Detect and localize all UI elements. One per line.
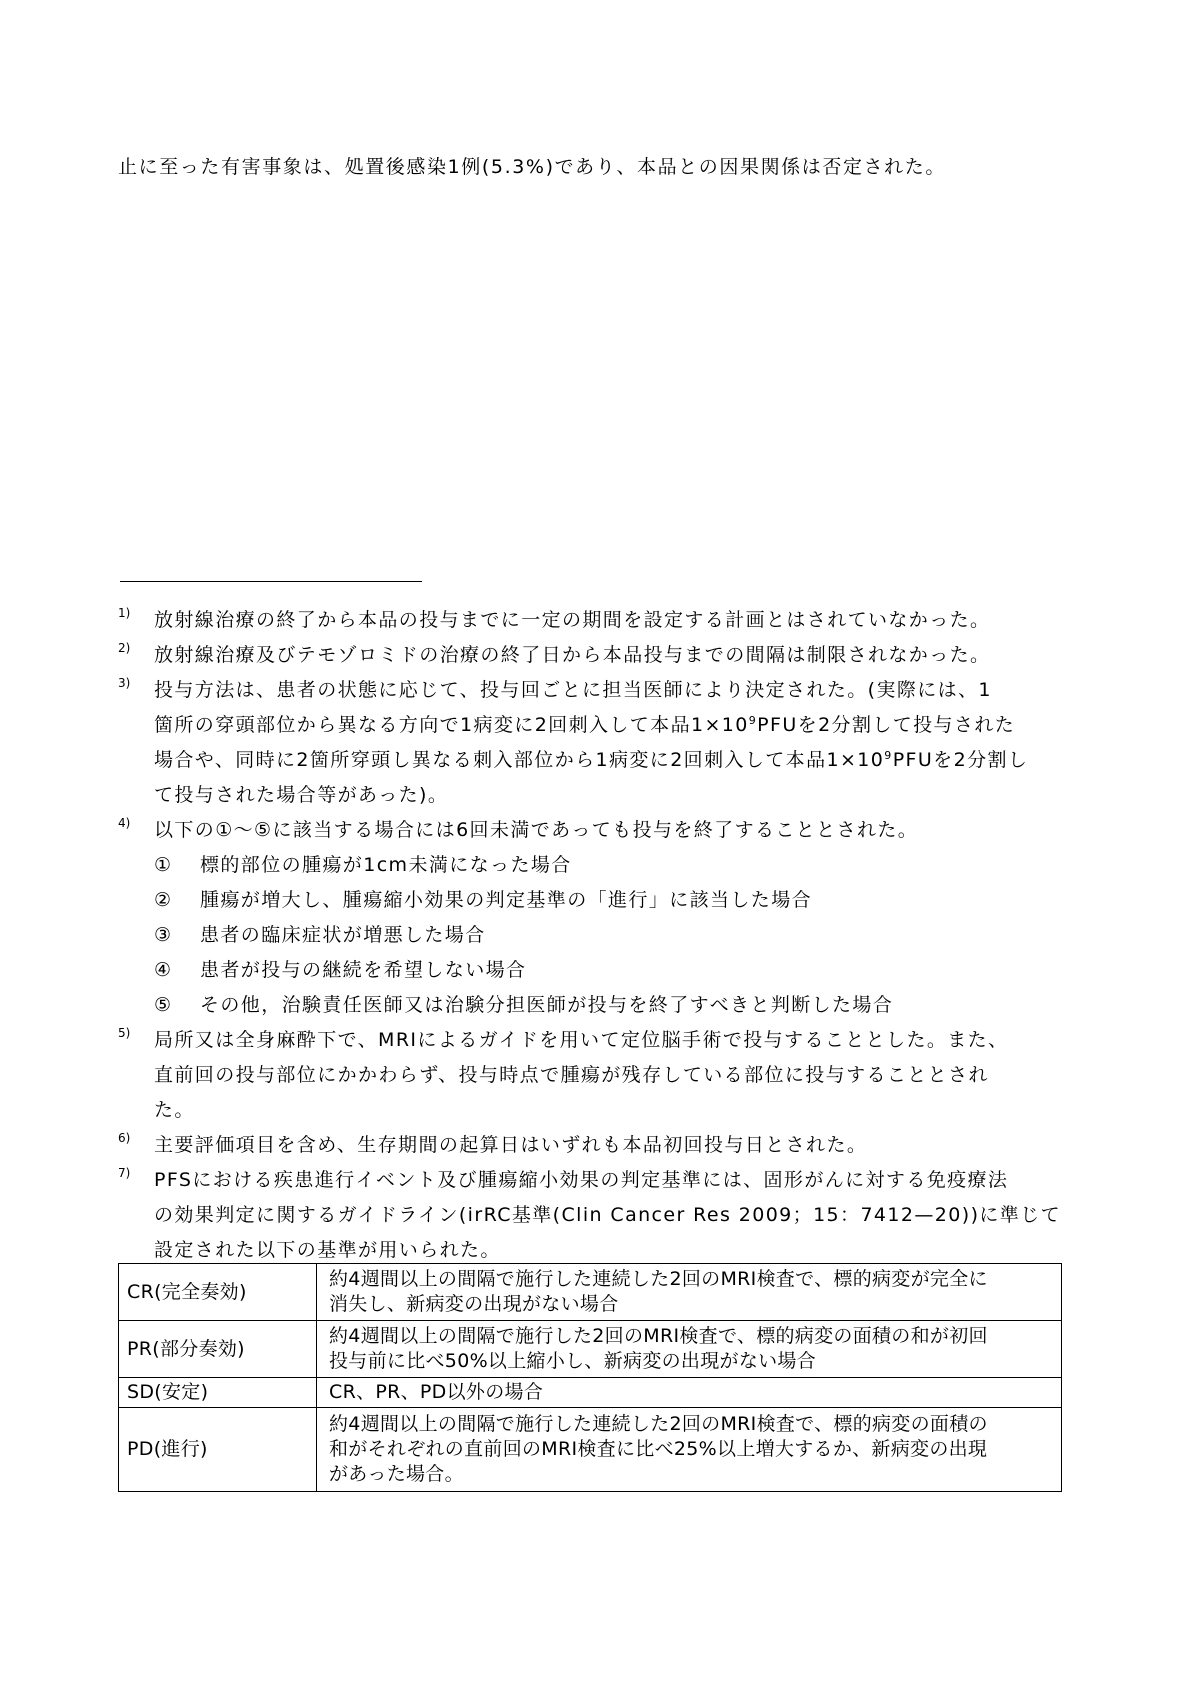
item-text: その他，治験責任医師又は治験分担医師が投与を終了すべきと判断した場合 <box>200 994 894 1016</box>
footnote-mark-7: 7) <box>118 1166 131 1180</box>
footnote-4-text: 以下の①～⑤に該当する場合には6回未満であっても投与を終了することとされた。 <box>154 819 919 841</box>
footnote-4-item-3 <box>154 923 486 947</box>
description-line: 約4週間以上の間隔で施行した2回のMRI検査で、標的病変の面積の和が初回 <box>329 1325 988 1347</box>
criteria-label: PD(進行) <box>119 1408 317 1492</box>
table-row <box>119 1264 1062 1321</box>
exponent: 9 <box>748 714 758 727</box>
item-number: ③ <box>154 924 173 946</box>
footnote-3-line-2 <box>154 713 1015 737</box>
footnote-3-line-2-suffix: PFUを2分割して投与された <box>757 714 1016 736</box>
footnote-separator <box>120 581 422 582</box>
footnote-3-line-3-suffix: PFUを2分割し <box>892 749 1029 771</box>
description-line: 約4週間以上の間隔で施行した連続した2回のMRI検査で、標的病変の面積の <box>329 1413 988 1435</box>
description-line: 投与前に比べ50%以上縮小し、新病変の出現がない場合 <box>329 1350 817 1372</box>
footnote-1-text: 放射線治療の終了から本品の投与までに一定の期間を設定する計画とはされていなかった。 <box>154 609 991 631</box>
footnote-3-line-3 <box>154 748 1028 772</box>
footnote-7-line-2: の効果判定に関するガイドライン(irRC基準(Clin Cancer Res 2009；15：7412—20))に準じて <box>154 1204 1062 1226</box>
table-row <box>119 1321 1062 1378</box>
item-text: 患者の臨床症状が増悪した場合 <box>200 924 486 946</box>
footnote-4-item-1 <box>154 853 572 877</box>
footnote-mark-3: 3) <box>118 676 131 690</box>
criteria-label: CR(完全奏効) <box>119 1264 317 1321</box>
criteria-description <box>317 1264 1062 1321</box>
item-text: 患者が投与の継続を希望しない場合 <box>200 959 527 981</box>
description-line: CR、PR、PD以外の場合 <box>329 1381 544 1403</box>
footnote-mark-5: 5) <box>118 1026 131 1040</box>
description-line: 消失し、新病変の出現がない場合 <box>329 1293 619 1315</box>
footnote-7-line-3: 設定された以下の基準が用いられた。 <box>154 1239 501 1261</box>
footnote-mark-2: 2) <box>118 641 131 655</box>
footnote-3-line-2-text: 箇所の穿頭部位から異なる方向で1病変に2回刺入して本品1×10 <box>154 714 749 736</box>
footnote-3-line-3-text: 場合や、同時に2箇所穿頭し異なる刺入部位から1病変に2回刺入して本品1×10 <box>154 749 885 771</box>
footnote-5-line-1: 局所又は全身麻酔下で、MRIによるガイドを用いて定位脳手術で投与することとした。また、 <box>154 1029 1009 1051</box>
description-line: 約4週間以上の間隔で施行した連続した2回のMRI検査で、標的病変が完全に <box>329 1268 988 1290</box>
footnote-4-item-2 <box>154 888 812 912</box>
footnote-5-line-3: た。 <box>154 1099 195 1121</box>
exponent: 9 <box>884 749 893 762</box>
response-criteria-table <box>118 1263 1062 1492</box>
footnote-5-line-2: 直前回の投与部位にかかわらず、投与時点で腫瘍が残存している部位に投与することとされ <box>154 1064 989 1086</box>
footnote-mark-1: 1) <box>118 606 131 620</box>
criteria-label: PR(部分奏効) <box>119 1321 317 1378</box>
footnote-7-line-1: PFSにおける疾患進行イベント及び腫瘍縮小効果の判定基準には、固形がんに対する免疫療法 <box>154 1169 1009 1191</box>
description-line: があった場合。 <box>329 1463 464 1485</box>
table-row <box>119 1408 1062 1492</box>
description-line: 和がそれぞれの直前回のMRI検査に比べ25%以上増大するか、新病変の出現 <box>329 1438 988 1460</box>
table-row <box>119 1378 1062 1408</box>
body-paragraph: 止に至った有害事象は、処置後感染1例(5.3%)であり、本品との因果関係は否定された。 <box>118 156 946 178</box>
criteria-description <box>317 1408 1062 1492</box>
item-number: ② <box>154 889 173 911</box>
footnote-2-text: 放射線治療及びテモゾロミドの治療の終了日から本品投与までの間隔は制限されなかった。 <box>154 644 991 666</box>
footnote-4-item-4 <box>154 958 526 982</box>
item-text: 腫瘍が増大し、腫瘍縮小効果の判定基準の「進行」に該当した場合 <box>200 889 813 911</box>
footnote-mark-4: 4) <box>118 816 131 830</box>
footnote-3-line-4: て投与された場合等があった)。 <box>154 784 449 806</box>
item-number: ④ <box>154 959 173 981</box>
criteria-description <box>317 1378 1062 1408</box>
criteria-description <box>317 1321 1062 1378</box>
criteria-label: SD(安定) <box>119 1378 317 1408</box>
item-text: 標的部位の腫瘍が1cm未満になった場合 <box>200 854 572 876</box>
item-number: ① <box>154 854 173 876</box>
footnote-3-line-1: 投与方法は、患者の状態に応じて、投与回ごとに担当医師により決定された。(実際には、1 <box>154 679 992 701</box>
footnote-mark-6: 6) <box>118 1131 131 1145</box>
footnote-6-text: 主要評価項目を含め、生存期間の起算日はいずれも本品初回投与日とされた。 <box>154 1134 868 1156</box>
footnote-4-item-5 <box>154 993 893 1017</box>
item-number: ⑤ <box>154 994 173 1016</box>
